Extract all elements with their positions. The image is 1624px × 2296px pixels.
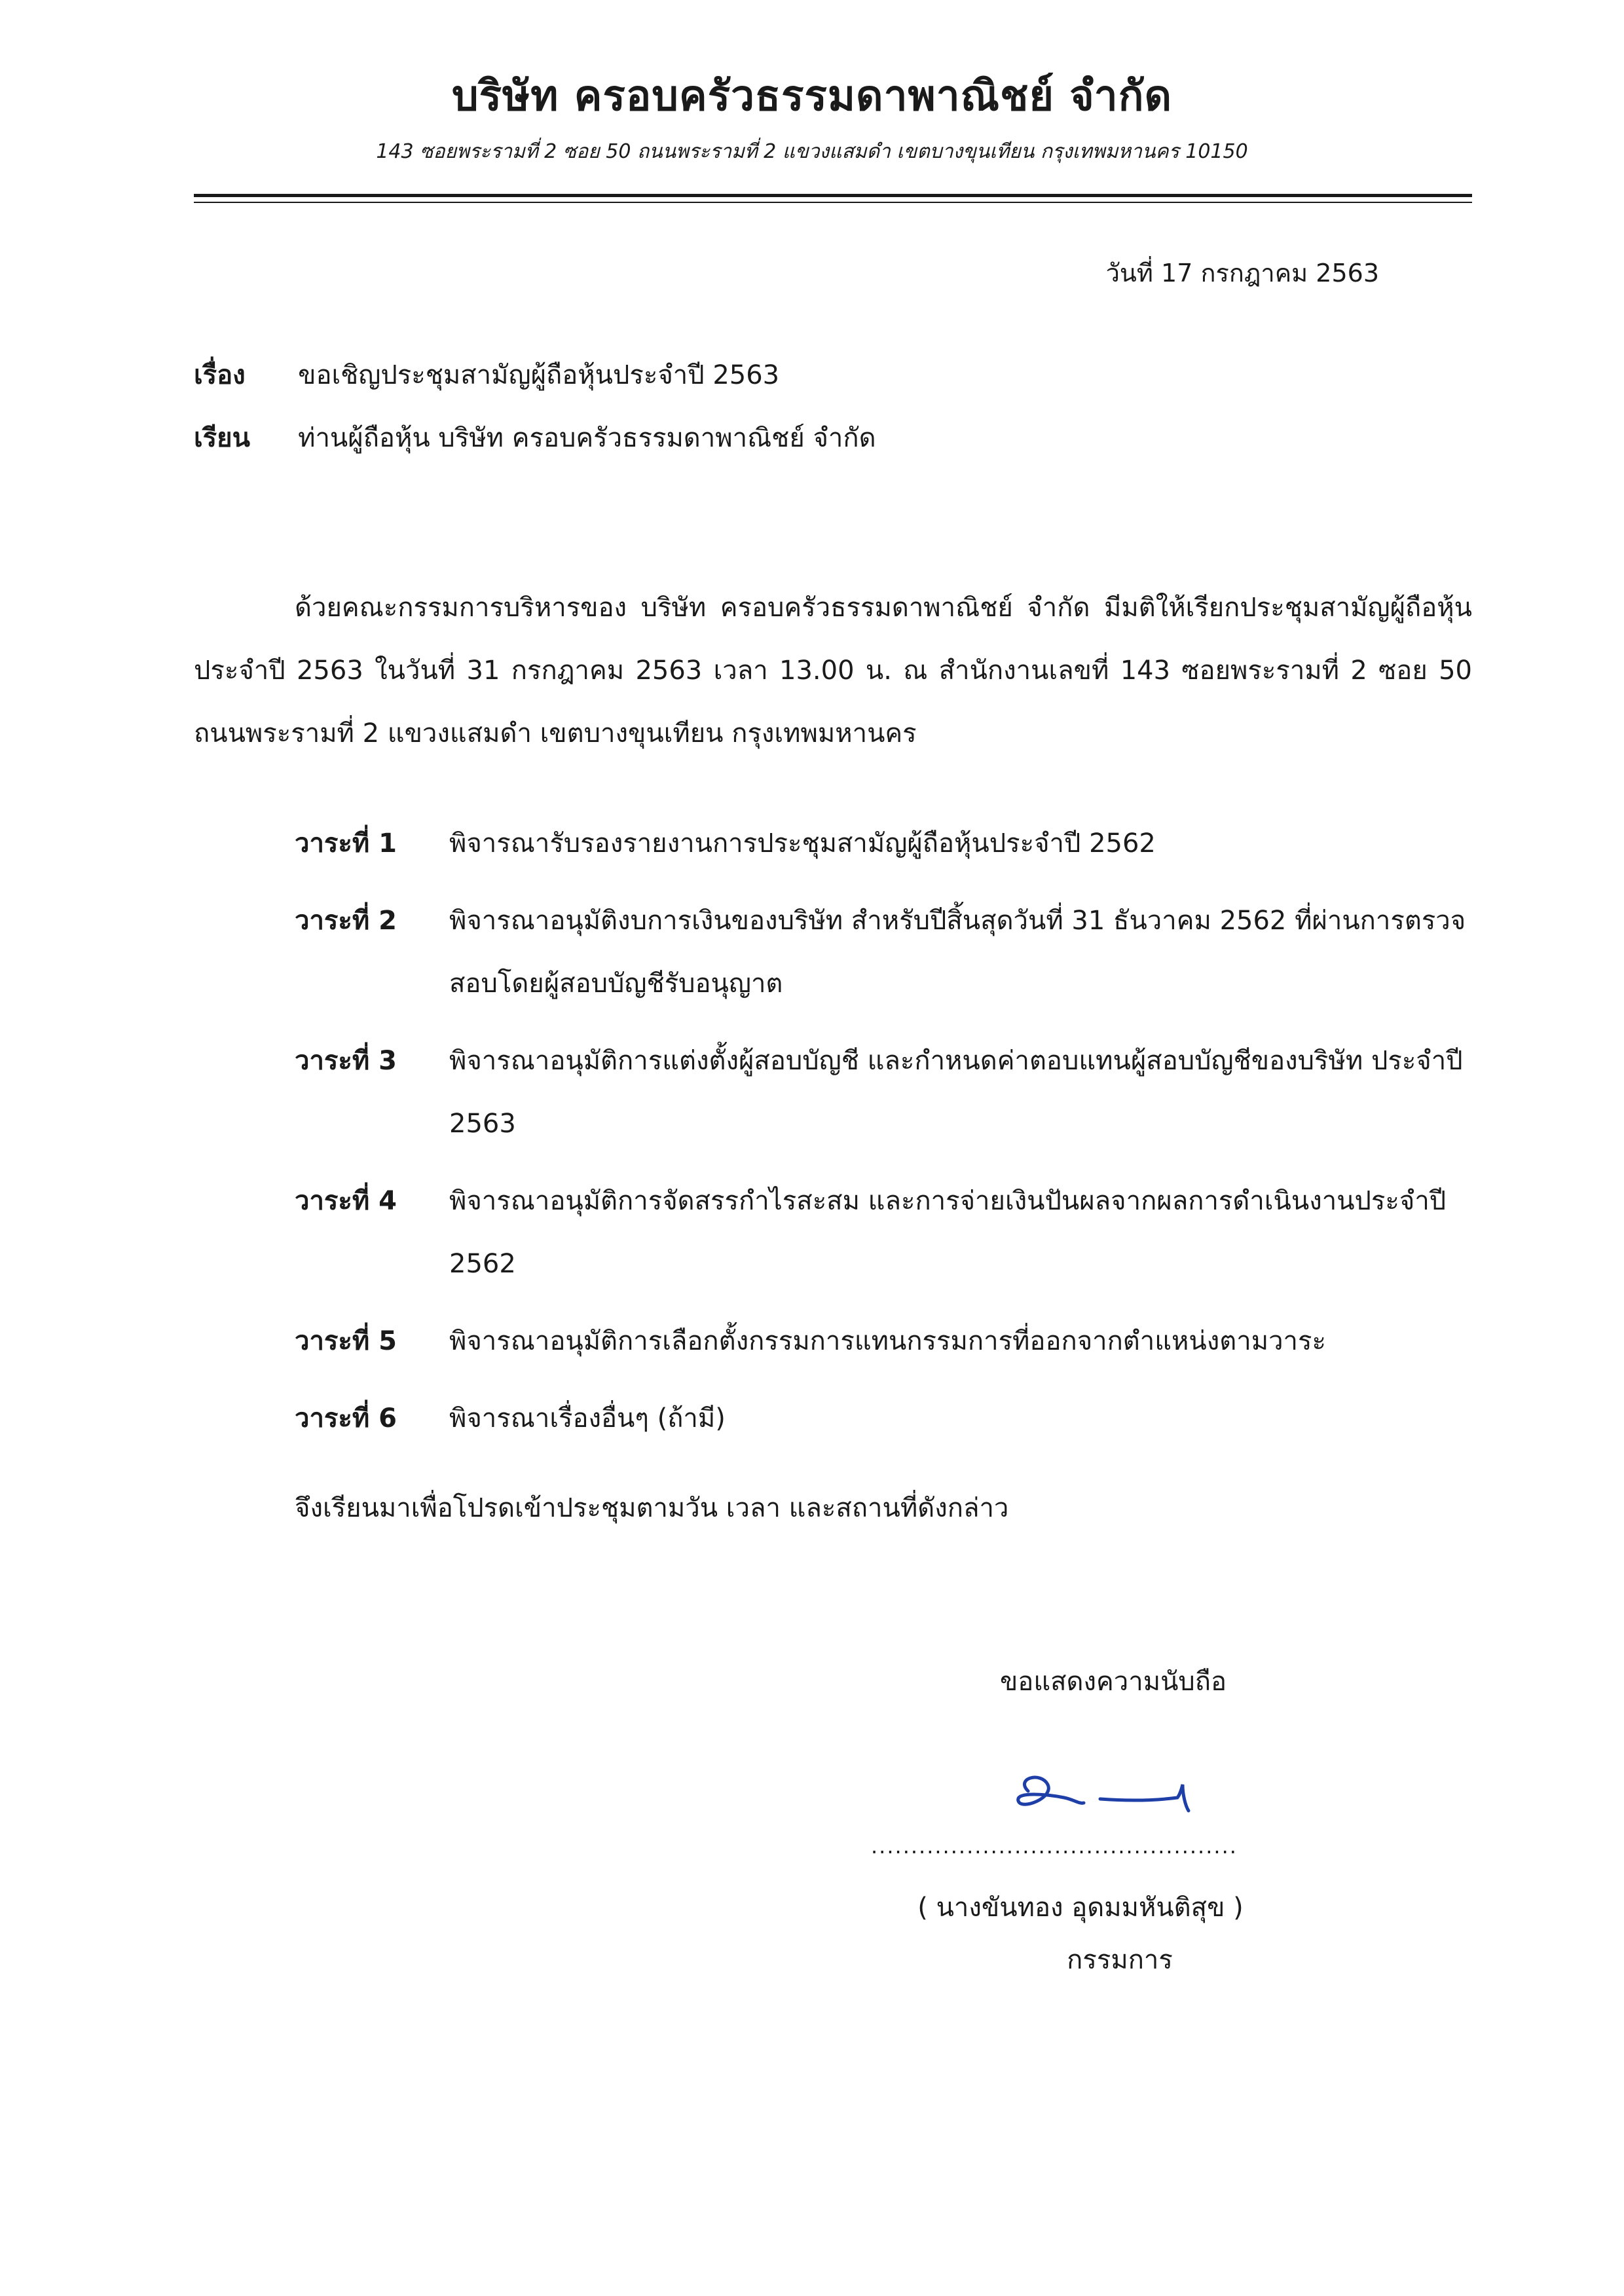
agenda-text: พิจารณาอนุมัติการจัดสรรกำไรสะสม และการจ่ายเงินปันผลจากผลการดำเนินงานประจำปี 2562: [449, 1186, 1447, 1279]
agenda-number: วาระที่ 5: [295, 1326, 397, 1356]
subject-text: ขอเชิญประชุมสามัญผู้ถือหุ้นประจำปี 2563: [298, 360, 780, 390]
agenda-text: พิจารณาอนุมัติงบการเงินของบริษัท สำหรับปีสิ้นสุดวันที่ 31 ธันวาคม 2562 ที่ผ่านการตรวจสอบโดยผู้สอบบัญชีรับอนุญาต: [449, 906, 1466, 999]
regards-line: ขอแสดงความนับถือ: [999, 1667, 1227, 1697]
signature-line: ..............................................: [871, 1834, 1238, 1859]
agenda-text: พิจารณาอนุมัติการแต่งตั้งผู้สอบบัญชี และกำหนดค่าตอบแทนผู้สอบบัญชีของบริษัท ประจำปี 2563: [449, 1046, 1463, 1139]
handwritten-signature: [1002, 1765, 1198, 1824]
signer-title: กรรมการ: [1067, 1945, 1173, 1975]
recipient-row: [194, 417, 876, 458]
closing-statement: จึงเรียนมาเพื่อโปรดเข้าประชุมตามวัน เวลา และสถานที่ดังกล่าว: [295, 1493, 1009, 1523]
agenda-text: พิจารณารับรองรายงานการประชุมสามัญผู้ถือหุ้นประจำปี 2562: [449, 828, 1156, 859]
agenda-number: วาระที่ 2: [295, 906, 397, 936]
header-rule-thin: [194, 202, 1472, 203]
company-name: บริษัท ครอบครัวธรรมดาพาณิชย์ จำกัด: [452, 72, 1172, 120]
agenda-number: วาระที่ 3: [295, 1046, 397, 1076]
agenda-item-3: [295, 1029, 1473, 1155]
signer-name: ( นางขันทอง อุดมมหันติสุข ): [917, 1893, 1244, 1923]
agenda-item-4: [295, 1170, 1473, 1295]
agenda-list: [295, 812, 1473, 1464]
agenda-number: วาระที่ 4: [295, 1186, 397, 1216]
agenda-number: วาระที่ 6: [295, 1403, 397, 1434]
subject-row: [194, 354, 779, 396]
header-rule-thick: [194, 194, 1472, 197]
agenda-item-6: [295, 1387, 1473, 1450]
agenda-number: วาระที่ 1: [295, 828, 397, 859]
agenda-item-2: [295, 889, 1473, 1015]
subject-label: เรื่อง: [194, 360, 246, 390]
agenda-item-1: [295, 812, 1473, 875]
agenda-item-5: [295, 1310, 1473, 1373]
recipient-text: ท่านผู้ถือหุ้น บริษัท ครอบครัวธรรมดาพาณิชย์ จำกัด: [298, 423, 876, 453]
letter-date: วันที่ 17 กรกฎาคม 2563: [1105, 259, 1379, 287]
company-address: 143 ซอยพระรามที่ 2 ซอย 50 ถนนพระรามที่ 2 แขวงแสมดำ เขตบางขุนเทียน กรุงเทพมหานคร 10150: [376, 140, 1248, 163]
recipient-label: เรียน: [194, 423, 250, 453]
agenda-text: พิจารณาอนุมัติการเลือกตั้งกรรมการแทนกรรมการที่ออกจากตำแหน่งตามวาระ: [449, 1326, 1326, 1356]
agenda-text: พิจารณาเรื่องอื่นๆ (ถ้ามี): [449, 1403, 726, 1434]
body-paragraph: ด้วยคณะกรรมการบริหารของ บริษัท ครอบครัวธรรมดาพาณิชย์ จำกัด มีมติให้เรียกประชุมสามัญผู้ถือหุ้นประจำปี 2563 ในวันที่ 31 กรกฎาคม 2563 เวลา 13.00 น. ณ สำนักงานเลขที่ 143 ซอยพระรามที่ 2 ซอย 50 ถนนพระรามที่ 2 แขวงแสมดำ เขตบางขุนเทียน กรุงเทพมหานคร: [194, 593, 1473, 749]
